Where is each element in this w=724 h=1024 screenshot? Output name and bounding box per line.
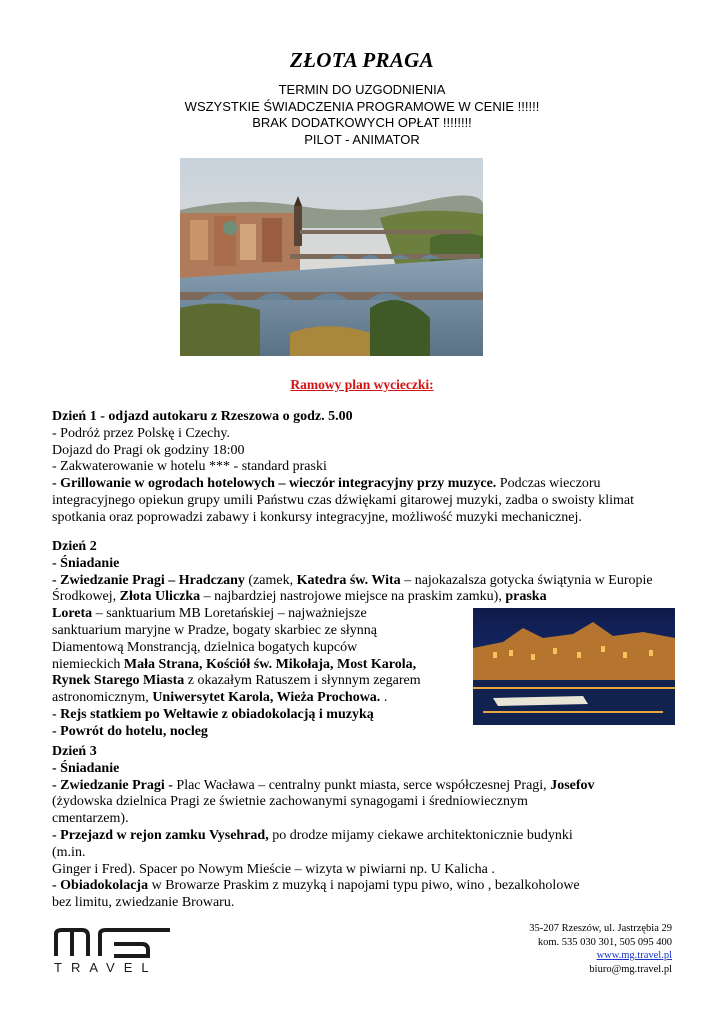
day2-text: . (380, 690, 388, 706)
day1-section (52, 409, 677, 527)
day1-title: Dzień 1 - odjazd autokaru z Rzeszowa o godz. 5.00 (52, 409, 353, 424)
website-link[interactable]: www.mg.travel.pl (596, 950, 672, 961)
day1-grill-paragraph (52, 476, 677, 526)
day2-text: – najbardziej nastrojowe miejsce na praskim zamku), (200, 589, 506, 605)
day2-breakfast: - Śniadanie (52, 555, 120, 571)
day2-bold: Rynek Starego Miasta (52, 673, 185, 689)
no-fees-line: BRAK DODATKOWYCH OPŁAT !!!!!!!! (252, 115, 472, 130)
day2-bold: Złota Uliczka (119, 589, 201, 605)
day1-line-arrival: Dojazd do Pragi ok godziny 18:00 (52, 442, 245, 458)
contact-block (529, 922, 672, 976)
day1-grill-bold: - Grillowanie w ogrodach hotelowych – wieczór integracyjny przy muzyce. (52, 476, 497, 492)
day3-breakfast: - Śniadanie (52, 760, 120, 776)
day3-transfer-bold: - Przejazd w rejon zamku Vysehrad, (52, 827, 269, 843)
email: biuro@mg.travel.pl (589, 963, 672, 975)
day3-text: Plac Wacława – centralny punkt miasta, serce współczesnej Pragi, (172, 777, 551, 793)
day2-text: – najokazalsza gotycka świątynia w Europie Środkowej, (52, 572, 653, 605)
day2-return: - Powrót do hotelu, nocleg (52, 723, 208, 739)
day3-tour-bold: - Zwiedzanie Pragi - (52, 777, 173, 793)
header-lines (0, 82, 724, 148)
day2-title: Dzień 2 (52, 539, 97, 554)
day3-text: cmentarzem). (52, 811, 129, 827)
day3-dinner-bold: - Obiadokolacja (52, 878, 149, 894)
day2-tour-bold: - Zwiedzanie Pragi – Hradczany (52, 572, 245, 588)
day3-text: (m.in. (52, 844, 86, 860)
day2-text: – sanktuarium MB Loretańskiej – najważniejsze (92, 606, 367, 622)
day2-tour-paragraph (52, 573, 677, 607)
day3-text: Ginger i Fred). Spacer po Nowym Mieście – wizyta w piwiarni np. U Kalicha . (52, 861, 495, 877)
phone: kom. 535 030 301, 505 095 400 (537, 936, 672, 948)
day2-text: Diamentową Monstrancją, dzielnica bogatych kupców (52, 639, 358, 655)
day2-bold: Loreta (52, 606, 93, 622)
day3-text: bez limitu, zwiedzanie Browaru. (52, 895, 235, 911)
prague-bridges-photo (180, 158, 483, 356)
day3-text: po drodze mijamy ciekawe architektonicznie budynki (268, 827, 573, 843)
day1-line-hotel: - Zakwaterowanie w hotelu *** - standard praski (52, 459, 327, 475)
day3-title: Dzień 3 (52, 744, 97, 759)
day3-bold: Josefov (550, 777, 595, 793)
day2-text: astronomicznym, (52, 690, 153, 706)
day3-section (52, 744, 677, 912)
document-title: ZŁOTA PRAGA (290, 48, 434, 72)
itinerary-heading: Ramowy plan wycieczki: (290, 377, 434, 392)
day2-bold: Uniwersytet Karola, Wieża Prochowa. (152, 690, 381, 706)
day2-text: niemieckich (52, 656, 124, 672)
day2-bold: praska (505, 589, 547, 605)
day2-bold: Katedra św. Wita (296, 572, 401, 588)
day3-text: w Browarze Praskim z muzyką i napojami typu piwo, wino , bezalkoholowe (148, 878, 580, 894)
day2-boat-cruise: - Rejs statkiem po Wełtawie z obiadokolacją i muzyką (52, 706, 374, 722)
logo-wordmark: TRAVEL (54, 960, 158, 975)
day1-line-travel: - Podróż przez Polskę i Czechy. (52, 425, 230, 441)
day2-text: z okazałym Ratuszem i słynnym zegarem (184, 673, 421, 689)
pilot-line: PILOT - ANIMATOR (304, 131, 420, 147)
day1-grill-text: Podczas wieczoru integracyjnego opiekun grupy umili Państwu czas dźwiękami gitarowej muzyki, zadba o swoisty klimat spotkania oraz poprowadzi zabawy i konkursy integracyjne, możliwość muzyki mechanicznej. (52, 476, 635, 525)
day2-bold: Mała Strana, Kościół św. Mikołaja, Most Karola, (123, 656, 417, 672)
term-line: TERMIN DO UZGODNIENIA (278, 82, 446, 97)
included-line: WSZYSTKIE ŚWIADCZENIA PROGRAMOWE W CENIE !!!!!! (184, 98, 540, 114)
day3-text: (żydowska dzielnica Pragi ze świetnie zachowanymi synagogami i średniowiecznym (52, 794, 528, 810)
prague-night-photo (473, 608, 675, 725)
day2-text: (zamek, (244, 572, 297, 588)
address: 35-207 Rzeszów, ul. Jastrzębia 29 (529, 923, 672, 934)
day2-text: sanktuarium maryjne w Pradze, bogaty skarbiec ze słynną (52, 622, 378, 638)
